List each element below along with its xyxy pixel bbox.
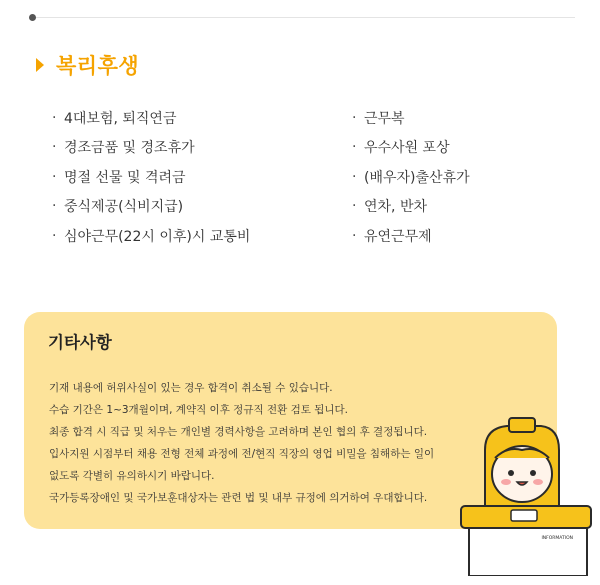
benefit-item: · 중식제공(식비지급) [52,198,184,216]
bullet-dot: · [352,109,357,126]
bullet-dot: · [352,168,357,185]
note-line: 기재 내용에 허위사실이 있는 경우 합격이 취소될 수 있습니다. [49,381,333,394]
triangle-bullet-icon [36,58,44,72]
benefit-item: · 경조금품 및 경조휴가 [52,139,195,157]
note-line: 최종 합격 시 직급 및 처우는 개인별 경력사항을 고려하며 본인 협의 후 결정됩니다. [49,425,428,438]
bullet-dot: · [52,168,57,185]
benefit-item: · 근무복 [352,109,405,127]
note-line: 수습 기간은 1~3개월이며, 계약직 이후 정규직 전환 검토 됩니다. [49,403,348,416]
bullet-dot: · [52,139,57,156]
benefits-left-column [52,103,250,251]
note-line: 입사지원 시점부터 채용 전형 전체 과정에 전/현직 직장의 영업 비밀을 침해하는 일이 [49,447,435,460]
divider-dot [29,14,36,21]
benefit-item: · 명절 선물 및 격려금 [52,168,186,186]
top-divider [30,17,575,18]
mascot-character [485,418,559,508]
bullet-dot: · [52,109,57,126]
notes-title: 기타사항 [48,333,112,352]
benefit-item: · 유연근무제 [352,227,432,245]
benefits-right-column [352,103,470,251]
benefit-item: · 4대보험, 퇴직연금 [52,109,177,127]
benefit-item: · 연차, 반차 [352,198,427,216]
information-desk-mascot [455,398,595,576]
bullet-dot: · [352,139,357,156]
desk-label: INFORMATION [541,536,573,541]
information-desk [461,506,591,576]
bullet-dot: · [52,198,57,215]
section-title: 복리후생 [56,54,140,78]
bullet-dot: · [52,227,57,244]
benefit-item: · 우수사원 포상 [352,139,450,157]
note-line: 없도록 각별히 유의하시기 바랍니다. [49,469,215,482]
bullet-dot: · [352,227,357,244]
benefit-item: · (배우자)출산휴가 [352,168,470,186]
section-header [36,50,139,80]
benefit-item: · 심야근무(22시 이후)시 교통비 [52,227,251,245]
bullet-dot: · [352,198,357,215]
notes-lines [49,376,434,508]
note-line: 국가등록장애인 및 국가보훈대상자는 관련 법 및 내부 규정에 의거하여 우대합니다. [49,491,428,504]
